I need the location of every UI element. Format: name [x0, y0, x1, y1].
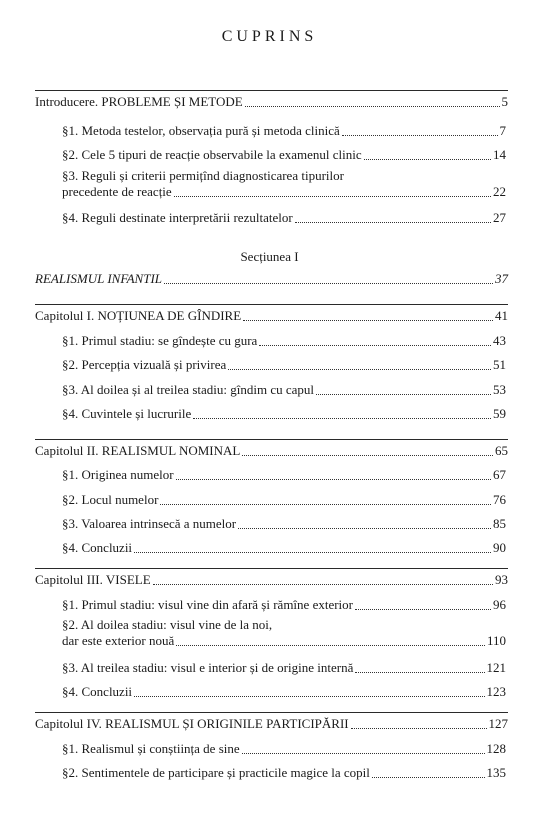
leader-dots: [342, 134, 498, 136]
toc-subentry: [62, 333, 506, 349]
entry-page: 110: [486, 633, 506, 648]
entry-label: §3. Al treilea stadiu: visul e interior și de origine internă: [62, 660, 354, 675]
toc-entry-chapter: [35, 572, 508, 588]
leader-dots: [355, 608, 491, 610]
entry-label: §1. Originea numelor: [62, 467, 174, 482]
entry-label: §4. Concluzii: [62, 540, 133, 555]
leader-dots: [245, 105, 500, 107]
entry-label: §1. Metoda testelor, observația pură și metoda clinică: [62, 123, 340, 138]
toc-subentry: [62, 492, 506, 508]
entry-page: 128: [486, 741, 506, 756]
entry-label: REALISMUL INFANTIL: [35, 271, 163, 286]
section-rule: [35, 90, 508, 91]
leader-dots: [134, 695, 484, 697]
entry-label: §4. Cuvintele și lucrurile: [62, 406, 192, 421]
entry-label: §2. Percepția vizuală și privirea: [62, 357, 227, 372]
entry-page: 59: [493, 406, 506, 421]
leader-dots: [153, 583, 493, 585]
toc-subentry: [62, 660, 506, 676]
entry-page: 85: [493, 516, 506, 531]
leader-dots: [176, 644, 485, 646]
leader-dots: [238, 527, 491, 529]
entry-page: 96: [493, 597, 506, 612]
entry-page: 76: [493, 492, 506, 507]
leader-dots: [295, 221, 491, 223]
section-heading: Secțiunea I: [240, 249, 299, 264]
leader-dots: [174, 195, 491, 197]
entry-label: Capitolul I. NOȚIUNEA DE GÎNDIRE: [35, 308, 242, 323]
entry-page: 93: [495, 572, 508, 587]
leader-dots: [134, 551, 491, 553]
leader-dots: [351, 727, 487, 729]
entry-page: 67: [493, 467, 506, 482]
entry-label: §3. Reguli și criterii permițînd diagnosticarea tipurilor: [62, 168, 344, 183]
leader-dots: [372, 776, 485, 778]
entry-label: §2. Al doilea stadiu: visul vine de la noi,: [62, 617, 273, 632]
leader-dots: [259, 344, 491, 346]
section-rule: [35, 712, 508, 713]
toc-entry-chapter: [35, 716, 508, 732]
entry-page: 121: [486, 660, 506, 675]
toc-subentry: [62, 357, 506, 373]
leader-dots: [228, 368, 491, 370]
section-rule: [35, 439, 508, 440]
toc-subentry: [62, 684, 506, 700]
leader-dots: [242, 454, 493, 456]
entry-page: 7: [499, 123, 506, 138]
leader-dots: [193, 417, 491, 419]
entry-page: 5: [501, 94, 508, 109]
toc-subentry: [62, 765, 506, 781]
entry-page: 41: [495, 308, 508, 323]
page-title: CUPRINS: [221, 28, 318, 45]
entry-page: 135: [486, 765, 506, 780]
entry-label: §4. Reguli destinate interpretării rezultatelor: [62, 210, 293, 225]
entry-label: §1. Realismul și conștiința de sine: [62, 741, 240, 756]
leader-dots: [176, 478, 491, 480]
entry-label: Capitolul IV. REALISMUL ȘI ORIGINILE PARTICIPĂRII: [35, 716, 349, 731]
leader-dots: [364, 158, 491, 160]
entry-page: 123: [486, 684, 506, 699]
toc-entry-intro: [35, 94, 508, 110]
entry-page: 27: [493, 210, 506, 225]
entry-label: §3. Valoarea intrinsecă a numelor: [62, 516, 237, 531]
toc-entry-part: [35, 271, 508, 287]
leader-dots: [164, 282, 493, 284]
toc-subentry: [62, 540, 506, 556]
leader-dots: [160, 503, 491, 505]
toc-subentry: [62, 147, 506, 163]
toc-subentry: [62, 123, 506, 139]
entry-label: §1. Primul stadiu: se gîndește cu gura: [62, 333, 258, 348]
entry-label-continued: precedente de reacție: [62, 184, 172, 199]
leader-dots: [316, 393, 491, 395]
entry-label: Introducere. PROBLEME ȘI METODE: [35, 94, 243, 109]
entry-page: 14: [493, 147, 506, 162]
entry-page: 90: [493, 540, 506, 555]
entry-page: 53: [493, 382, 506, 397]
entry-label: Capitolul III. VISELE: [35, 572, 151, 587]
leader-dots: [355, 671, 484, 673]
section-rule: [35, 568, 508, 569]
toc-subentry: [62, 406, 506, 422]
toc-subentry: [62, 516, 506, 532]
leader-dots: [242, 752, 485, 754]
entry-page: 65: [495, 443, 508, 458]
toc-subentry: [62, 617, 506, 649]
entry-label: §3. Al doilea și al treilea stadiu: gîndim cu capul: [62, 382, 314, 397]
entry-label: §1. Primul stadiu: visul vine din afară și rămîne exterior: [62, 597, 353, 612]
entry-label: §4. Concluzii: [62, 684, 133, 699]
entry-label: Capitolul II. REALISMUL NOMINAL: [35, 443, 241, 458]
entry-label: §2. Sentimentele de participare și practicile magice la copil: [62, 765, 370, 780]
leader-dots: [243, 319, 493, 321]
toc-subentry: [62, 597, 506, 613]
toc-entry-chapter: [35, 443, 508, 459]
toc-entry-chapter: [35, 308, 508, 324]
entry-page: 127: [488, 716, 508, 731]
toc-subentry: [62, 382, 506, 398]
entry-label: §2. Locul numelor: [62, 492, 159, 507]
entry-page: 51: [493, 357, 506, 372]
entry-label: §2. Cele 5 tipuri de reacție observabile la examenul clinic: [62, 147, 362, 162]
entry-page: 37: [495, 271, 508, 286]
toc-subentry: [62, 741, 506, 757]
toc-subentry: [62, 467, 506, 483]
toc-subentry: [62, 210, 506, 226]
entry-page: 22: [493, 184, 506, 199]
section-rule: [35, 304, 508, 305]
toc-subentry: [62, 168, 506, 200]
entry-page: 43: [493, 333, 506, 348]
entry-label-continued: dar este exterior nouă: [62, 633, 175, 648]
